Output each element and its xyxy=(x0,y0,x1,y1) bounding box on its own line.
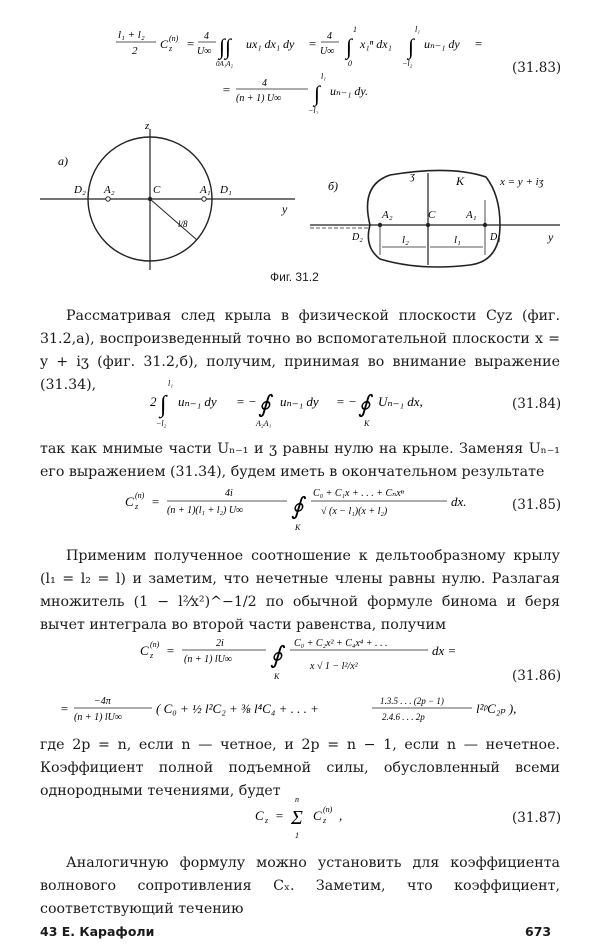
svg-text:=: = xyxy=(166,643,175,658)
svg-text:1: 1 xyxy=(295,831,299,840)
svg-text:0: 0 xyxy=(348,59,352,68)
svg-text:A₂: A₂ xyxy=(382,209,393,221)
svg-text:z: z xyxy=(135,502,139,511)
equation-31-86-number: (31.86) xyxy=(512,668,562,684)
svg-text:l₁: l₁ xyxy=(321,72,327,81)
svg-text:K: K xyxy=(274,672,280,681)
svg-text:C: C xyxy=(140,643,149,658)
svg-text:−l₂: −l₂ xyxy=(402,59,413,68)
svg-text:−l₂: −l₂ xyxy=(308,106,319,114)
equation-31-83-graphic xyxy=(112,24,512,114)
svg-text:z: z xyxy=(145,120,150,132)
equation-31-85 xyxy=(125,480,505,536)
figure-caption: Фиг. 31.2 xyxy=(270,270,319,284)
svg-text:4: 4 xyxy=(327,31,332,42)
svg-text:( C₀ + ½ l²C₂ + ⅜ l⁴C₄ + . . .: ( C₀ + ½ l²C₂ + ⅜ l⁴C₄ + . . . + xyxy=(156,701,319,716)
equation-31-85-number: (31.85) xyxy=(512,497,562,513)
svg-text:dx =: dx = xyxy=(432,643,457,658)
svg-text:l₁ + l₂: l₁ + l₂ xyxy=(118,29,145,41)
svg-text:2: 2 xyxy=(150,394,157,409)
equation-31-87-number: (31.87) xyxy=(512,810,562,826)
figure-31-2 xyxy=(30,115,570,295)
svg-text:(n): (n) xyxy=(169,34,179,43)
svg-text:2: 2 xyxy=(132,45,138,57)
svg-text:1: 1 xyxy=(353,25,357,34)
panel-a-label: а) xyxy=(58,154,68,168)
svg-text:uₙ₋₁ dy: uₙ₋₁ dy xyxy=(178,394,217,409)
figure-panel-a xyxy=(40,120,295,270)
svg-text:A₂A₁: A₂A₁ xyxy=(256,419,272,428)
svg-text:D₂: D₂ xyxy=(352,232,363,243)
svg-text:,: , xyxy=(339,808,343,823)
svg-text:z: z xyxy=(265,816,269,825)
svg-text:l₁: l₁ xyxy=(168,379,174,388)
equation-31-84-number: (31.84) xyxy=(512,396,562,412)
svg-text:Σ: Σ xyxy=(291,807,303,829)
svg-text:= −: = − xyxy=(336,394,357,409)
svg-text:2.4.6 . . . 2p: 2.4.6 . . . 2p xyxy=(382,712,425,722)
svg-text:∫∫: ∫∫ xyxy=(219,34,232,59)
paragraph-3: Применим полученное соотношение к дельтообразному крылу (l₁ = l₂ = l) и заметим, что нечетные члены равны нулю. Разлагая множитель (1 − l²⁄x²)^−1/2 по обычной формуле бинома и беря вычет интеграла во второй части равенства, получим xyxy=(40,548,560,633)
svg-text:=: = xyxy=(222,82,231,97)
svg-text:C: C xyxy=(160,37,169,51)
svg-text:y: y xyxy=(282,202,288,216)
paragraph-5: Аналогичную формулу можно установить для коэффициента волнового сопротивления Cₓ. Заметим, что коэффициент, соответствующий течению xyxy=(40,855,560,917)
svg-text:(n): (n) xyxy=(323,805,333,814)
svg-text:2i: 2i xyxy=(216,638,224,649)
svg-text:K: K xyxy=(364,419,370,428)
svg-text:(n): (n) xyxy=(150,640,160,649)
svg-text:∮: ∮ xyxy=(358,392,371,418)
svg-text:x₁ⁿ dx₁: x₁ⁿ dx₁ xyxy=(360,37,392,51)
svg-text:C: C xyxy=(313,808,322,823)
svg-text:∮: ∮ xyxy=(270,643,283,669)
svg-text:A₁: A₁ xyxy=(200,184,211,196)
paragraph-2: так как мнимые части Uₙ₋₁ и ʒ равны нулю на крыле. Заменяя Uₙ₋₁ его выражением (31.34), будем иметь в окончательном результате xyxy=(40,441,560,480)
svg-text:C: C xyxy=(125,494,134,509)
svg-text:=: = xyxy=(151,494,160,509)
svg-text:C: C xyxy=(428,209,436,221)
svg-text:1.3.5 . . . (2p − 1): 1.3.5 . . . (2p − 1) xyxy=(380,696,444,706)
svg-text:z: z xyxy=(150,651,154,660)
svg-text:z: z xyxy=(169,44,173,53)
svg-text:=: = xyxy=(60,701,69,716)
svg-text:D₁: D₁ xyxy=(220,184,232,196)
equation-31-83-number: (31.83) xyxy=(512,60,562,76)
svg-text:4: 4 xyxy=(204,31,209,42)
svg-text:uₙ₋₁ dy: uₙ₋₁ dy xyxy=(424,37,460,51)
equation-31-83 xyxy=(112,24,512,114)
svg-text:l₁: l₁ xyxy=(454,234,461,246)
svg-text:l²ᵖC₂ₚ ),: l²ᵖC₂ₚ ), xyxy=(476,701,517,716)
svg-text:−l₂: −l₂ xyxy=(156,419,167,428)
svg-text:A₂: A₂ xyxy=(104,184,115,196)
svg-text:ʒ: ʒ xyxy=(410,170,415,182)
svg-text:z: z xyxy=(323,816,327,825)
svg-text:U∞: U∞ xyxy=(197,46,212,57)
svg-text:(n): (n) xyxy=(135,491,145,500)
svg-text:l₁: l₁ xyxy=(415,25,421,34)
equation-31-86 xyxy=(60,635,540,731)
svg-text:0A₁A₂: 0A₁A₂ xyxy=(216,60,233,68)
svg-text:U∞: U∞ xyxy=(320,46,335,57)
svg-text:−4π: −4π xyxy=(94,696,111,707)
svg-text:C₀ + C₁x + . . . + Cₙxⁿ: C₀ + C₁x + . . . + Cₙxⁿ xyxy=(313,488,404,499)
svg-text:ux₁ dx₁ dy: ux₁ dx₁ dy xyxy=(246,37,295,51)
svg-text:C₀ + C₂x² + C₄x⁴ + . . .: C₀ + C₂x² + C₄x⁴ + . . . xyxy=(294,638,388,649)
paragraph-4: где 2p = n, если n — четное, и 2p = n − 1, если n — нечетное. Коэффициент полной подъемной силы, обусловленный всеми однородными течениями, будет xyxy=(40,737,560,799)
svg-text:(n + 1) lU∞: (n + 1) lU∞ xyxy=(184,654,233,665)
svg-text:(n + 1)(l₁ + l₂) U∞: (n + 1)(l₁ + l₂) U∞ xyxy=(167,505,244,516)
svg-text:x = y + iʒ: x = y + iʒ xyxy=(500,176,544,188)
svg-text:4i: 4i xyxy=(225,488,233,499)
svg-text:x √ 1 − l²/x²: x √ 1 − l²/x² xyxy=(310,661,358,672)
svg-text:l/8: l/8 xyxy=(178,219,188,229)
svg-text:(n + 1) lU∞: (n + 1) lU∞ xyxy=(74,712,123,723)
footer-signature: 43 Е. Карафоли xyxy=(40,924,155,939)
svg-text:∮: ∮ xyxy=(258,392,271,418)
svg-text:∫: ∫ xyxy=(160,392,167,418)
page-number: 673 xyxy=(525,924,552,939)
equation-31-87 xyxy=(255,792,385,844)
svg-text:=: = xyxy=(308,36,317,51)
figure-31-2-graphic xyxy=(30,115,570,295)
svg-text:= −: = − xyxy=(236,394,257,409)
svg-text:uₙ₋₁ dy: uₙ₋₁ dy xyxy=(280,394,319,409)
svg-text:∫: ∫ xyxy=(346,34,353,59)
svg-text:y: y xyxy=(548,230,554,244)
svg-text:n: n xyxy=(295,795,299,804)
svg-text:uₙ₋₁ dy.: uₙ₋₁ dy. xyxy=(330,84,369,98)
svg-text:D₂: D₂ xyxy=(74,184,86,196)
svg-text:K: K xyxy=(295,523,301,532)
svg-text:∮: ∮ xyxy=(291,494,304,520)
panel-b-label: б) xyxy=(328,179,339,193)
svg-text:l₂: l₂ xyxy=(402,234,409,246)
svg-text:=: = xyxy=(186,36,195,51)
svg-text:∫: ∫ xyxy=(314,81,321,106)
paragraph-1: Рассматривая след крыла в физической плоскости Cyz (фиг. 31.2,а), воспроизведенный точно во вспомогательной плоскости x = y + iʒ (фиг. 31.2,б), получим, принимая во внимание выражение (31.34), xyxy=(40,308,560,393)
svg-text:D₁: D₁ xyxy=(490,232,501,243)
svg-text:∫: ∫ xyxy=(408,34,415,59)
svg-text:K: K xyxy=(456,174,465,188)
svg-text:C: C xyxy=(255,808,264,823)
svg-text:C: C xyxy=(153,184,161,196)
svg-text:Uₙ₋₁ dx,: Uₙ₋₁ dx, xyxy=(378,394,423,409)
svg-text:dx.: dx. xyxy=(451,494,467,509)
equation-31-84 xyxy=(150,372,510,430)
figure-panel-b xyxy=(310,170,560,267)
svg-text:4: 4 xyxy=(262,78,267,89)
svg-text:√ (x − l₁)(x + l₂): √ (x − l₁)(x + l₂) xyxy=(321,506,388,517)
svg-text:=: = xyxy=(474,36,483,51)
svg-text:=: = xyxy=(275,808,284,823)
svg-text:A₁: A₁ xyxy=(466,209,477,221)
svg-text:(n + 1) U∞: (n + 1) U∞ xyxy=(236,93,282,104)
